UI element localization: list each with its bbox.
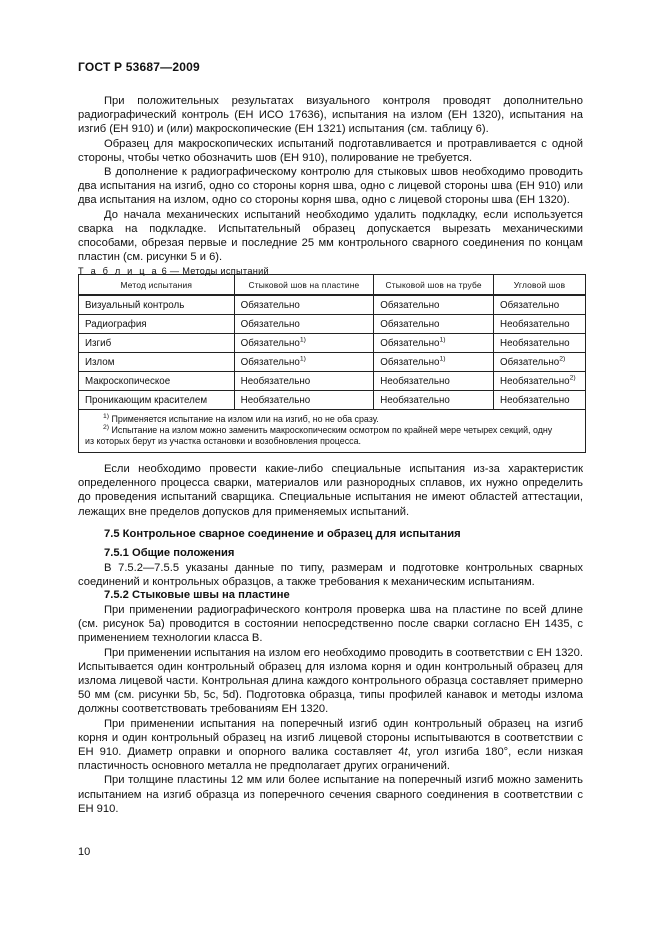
table-note-1: $^{1)}$ Применяется испытание на излом или на изгиб, но не оба сразу. bbox=[103, 413, 379, 424]
cell-method: Радиография bbox=[79, 315, 235, 334]
intro-paragraph: Образец для макроскопических испытаний подготавливается и протравливается с одной стороны, чтобы четко обозначить шов (ЕН 910), полирование не требуется. bbox=[78, 137, 583, 164]
fracture-test-paragraph: При применении испытания на излом его необходимо проводить в соответствии с ЕН 1320. Испытывается один контрольный образец для излома корня и один контрольный образец для излома лицевой части. Контрольная длина каждого контрольного образца составляет примерно 50 мм (см. рисунки 5b, 5с, 5d). Подготовка образца, типы профилей канавок и методы излома должны соответствовать требованиям ЕН 1320. bbox=[78, 646, 583, 716]
cell-fillet: Необязательно bbox=[494, 334, 586, 353]
intro-paragraph: До начала механических испытаний необходимо удалить подкладку, если используется сварка на подкладке. Испытательный образец допускается вырезать механическими способами, обрезая первые и последние 25 мм контрольного сварного соединения по концам пластин (см. рисунки 5 и 6). bbox=[78, 208, 583, 264]
document-header: ГОСТ Р 53687—2009 bbox=[78, 60, 200, 74]
radiography-paragraph: При применении радиографического контроля проверка шва на пластине по всей длине (см. рисунок 5а) проводится в состоянии непосредственно после сварки согласно ЕН 1435, с применением технологии класса В. bbox=[78, 604, 583, 645]
cell-method: Изгиб bbox=[79, 334, 235, 353]
table-note-2: $^{2)}$ Испытание на излом можно заменить макроскопическим осмотром по крайней мере четырех секций, одну bbox=[103, 424, 553, 435]
table-header-row bbox=[79, 275, 586, 296]
cell-fillet: Необязательно$^{2)}$ bbox=[494, 372, 586, 391]
page-number: 10 bbox=[78, 846, 91, 858]
cell-fillet: Необязательно bbox=[494, 315, 586, 334]
table-note-2-continuation: из которых берут из участка остановки и возобновления процесса. bbox=[85, 436, 361, 446]
table-row bbox=[79, 315, 586, 334]
section-7-5-2-title: 7.5.2 Стыковые швы на пластине bbox=[104, 589, 290, 601]
section-7-5-1-block bbox=[78, 561, 583, 589]
cell-plate: Обязательно$^{1)}$ bbox=[234, 334, 374, 353]
bend-test-paragraph: При применении испытания на поперечный изгиб один контрольный образец на изгиб корня и один контрольный образец на изгиб лицевой стороны испытываются в соответствии с ЕН 910. Диаметр оправки и опорного валика составляет 4t, угол изгиба 180°, если низкая пластичность основного металла не предполагает других ограничений. bbox=[78, 717, 583, 773]
cell-fillet: Обязательно$^{2)}$ bbox=[494, 353, 586, 372]
column-header-fillet: Угловой шов bbox=[494, 275, 586, 296]
cell-pipe: Обязательно bbox=[374, 295, 494, 315]
section-7-5-title: 7.5 Контрольное сварное соединение и образец для испытания bbox=[104, 528, 461, 540]
table-caption: Т а б л и ц а 6 — Методы испытаний bbox=[78, 266, 269, 276]
table-notes bbox=[79, 410, 586, 453]
cell-fillet: Обязательно bbox=[494, 295, 586, 315]
special-tests-paragraph: Если необходимо провести какие-либо специальные испытания из-за характеристик определенного процесса сварки, материалов или разнородных сплавов, их нужно определить до проведения испытаний сварщика. Специальные испытания не имеют областей аттестации, лежащих вне пределов допусков для применяемых испытаний. bbox=[78, 463, 583, 518]
cell-method: Визуальный контроль bbox=[79, 295, 235, 315]
section-7-5-1-title: 7.5.1 Общие положения bbox=[104, 547, 235, 559]
table-notes-row bbox=[79, 410, 586, 453]
column-header-method: Метод испытания bbox=[79, 275, 235, 296]
cell-plate: Обязательно bbox=[234, 315, 374, 334]
after-table-block bbox=[78, 462, 583, 519]
intro-paragraph: При положительных результатах визуального контроля проводят дополнительно радиографический контроль (ЕН ИСО 17636), испытания на излом (ЕН 1320), испытания на изгиб (ЕН 910) и (или) макроскопические (ЕН 1321) испытания (см. таблицу 6). bbox=[78, 95, 583, 136]
cell-method: Проникающим красителем bbox=[79, 391, 235, 410]
column-header-pipe: Стыковой шов на трубе bbox=[374, 275, 494, 296]
cell-plate: Необязательно bbox=[234, 372, 374, 391]
cell-method: Макроскопическое bbox=[79, 372, 235, 391]
section-7-5-2-block bbox=[78, 603, 583, 816]
thick-plate-paragraph: При толщине пластины 12 мм или более испытание на поперечный изгиб можно заменить испытанием на изгиб образца из поперечного сечения сварного соединения в соответствии с ЕН 910. bbox=[78, 774, 583, 815]
cell-fillet: Необязательно bbox=[494, 391, 586, 410]
cell-pipe: Обязательно$^{1)}$ bbox=[374, 334, 494, 353]
cell-pipe: Необязательно bbox=[374, 391, 494, 410]
cell-plate: Обязательно$^{1)}$ bbox=[234, 353, 374, 372]
intro-paragraph: В дополнение к радиографическому контролю для стыковых швов необходимо проводить два испытания на изгиб, одно со стороны корня шва, одно с лицевой стороны шва (ЕН 910) или два испытания на излом, одно со стороны корня шва, одно с лицевой стороны шва (ЕН 1320). bbox=[78, 166, 583, 207]
cell-pipe: Обязательно$^{1)}$ bbox=[374, 353, 494, 372]
table-row bbox=[79, 391, 586, 410]
cell-plate: Необязательно bbox=[234, 391, 374, 410]
table-row bbox=[79, 372, 586, 391]
table-row bbox=[79, 353, 586, 372]
column-header-plate: Стыковой шов на пластине bbox=[234, 275, 374, 296]
intro-block bbox=[78, 94, 583, 264]
table-row bbox=[79, 295, 586, 315]
cell-pipe: Необязательно bbox=[374, 372, 494, 391]
table-row bbox=[79, 334, 586, 353]
cell-plate: Обязательно bbox=[234, 295, 374, 315]
cell-method: Излом bbox=[79, 353, 235, 372]
cell-pipe: Обязательно bbox=[374, 315, 494, 334]
section-7-5-1-text: В 7.5.2—7.5.5 указаны данные по типу, размерам и подготовке контрольных сварных соединений и контрольных образцов, а также требования к механическим испытаниям. bbox=[78, 562, 583, 589]
test-methods-table bbox=[78, 274, 586, 453]
